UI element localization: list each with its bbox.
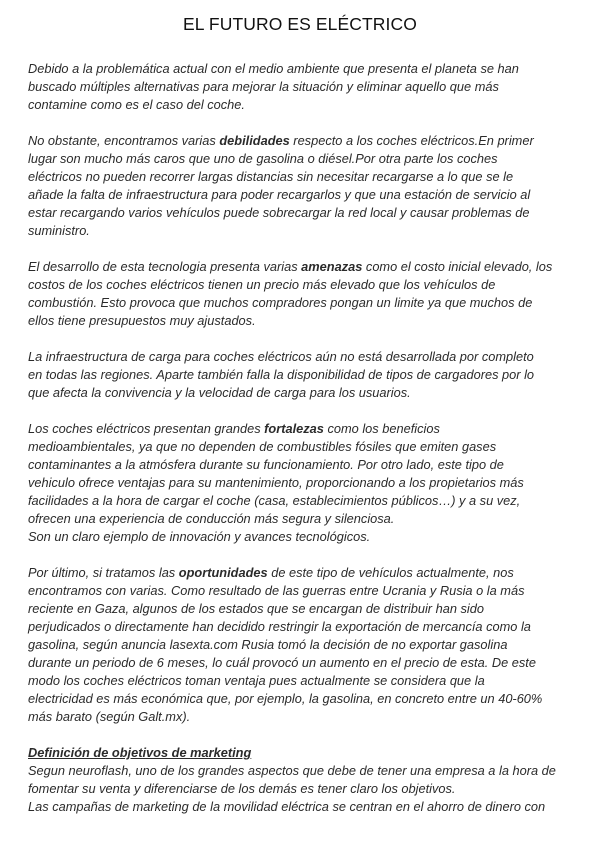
text-line: [28, 132, 575, 150]
text-line: durante un periodo de 6 meses, lo cuál provocó un aumento en el precio de esta. De este: [28, 655, 536, 670]
keyword-debilidades: debilidades: [219, 133, 290, 148]
text-line: [28, 564, 575, 582]
text-segment: de este tipo de vehículos actualmente, nos: [267, 565, 514, 580]
text-line: Debido a la problemática actual con el medio ambiente que presenta el planeta se han: [28, 61, 519, 76]
text-line: perjudicados o directamente han decidido restringir la exportación de mercancía como la: [28, 619, 531, 634]
text-segment: Por último, si tratamos las: [28, 565, 179, 580]
text-line: estar recargando varios vehículos puede sobrecargar la red local y causar problemas de: [28, 205, 530, 220]
text-line: [28, 420, 575, 438]
paragraph-intro: [28, 60, 575, 114]
keyword-oportunidades: oportunidades: [178, 565, 268, 580]
text-line: buscado múltiples alternativas para mejorar la situación y eliminar aquello que más: [28, 79, 499, 94]
text-line: contamine como es el caso del coche.: [28, 97, 245, 112]
paragraph-debilidades: [28, 132, 575, 240]
text-line: que afecta la convivencia y la velocidad de carga para los usuarios.: [28, 385, 411, 400]
paragraph-oportunidades: [28, 564, 575, 726]
text-line: ofrecen una experiencia de conducción más segura y silenciosa.: [28, 511, 395, 526]
text-line: encontramos con varias. Como resultado de las guerras entre Ucrania y Rusia o la más: [28, 583, 525, 598]
keyword-amenazas: amenazas: [301, 259, 363, 274]
text-line: reciente en Gaza, algunos de los estados que se encargan de distribuir han sido: [28, 601, 485, 616]
text-line: gasolina, según anuncia lasexta.com Rusia tomó la decisión de no exportar gasolina: [28, 637, 508, 652]
page-title: EL FUTURO ES ELÉCTRICO: [183, 14, 417, 34]
text-line: combustión. Esto provoca que muchos compradores pongan un limite ya que muchos de: [28, 295, 533, 310]
text-line: fomentar su venta y diferenciarse de los demás es tener claro los objetivos.: [28, 781, 456, 796]
text-segment: El desarrollo de esta tecnologia presenta varias: [28, 259, 302, 274]
paragraph-amenazas: [28, 258, 575, 330]
text-segment: Los coches eléctricos presentan grandes: [28, 421, 265, 436]
text-segment: como los beneficios: [323, 421, 440, 436]
text-line: lugar son mucho más caros que uno de gasolina o diésel.Por otra parte los coches: [28, 151, 498, 166]
text-line: Las campañas de marketing de la movilidad eléctrica se centran en el ahorro de dinero con: [28, 799, 546, 814]
text-segment: No obstante, encontramos varias: [28, 133, 220, 148]
text-line: ellos tiene presupuestos muy ajustados.: [28, 313, 256, 328]
text-segment: como el costo inicial elevado, los: [362, 259, 553, 274]
text-line: Segun neuroflash, uno de los grandes aspectos que debe de tener una empresa a la hora de: [28, 763, 556, 778]
text-line: modo los coches eléctricos toman ventaja pues actualmente se considera que la: [28, 673, 485, 688]
text-line: en todas las regiones. Aparte también falla la disponibilidad de tipos de cargadores por lo: [28, 367, 535, 382]
text-line: facilidades a la hora de cargar el coche (casa, establecimientos públicos…) y a su vez,: [28, 493, 521, 508]
text-line: vehiculo ofrece ventajas para su mantenimiento, proporcionando a los propietarios más: [28, 475, 524, 490]
text-line: suministro.: [28, 223, 90, 238]
section-marketing-objectives: [28, 744, 575, 816]
text-line: costos de los coches eléctricos tienen un precio más elevado que los vehículos de: [28, 277, 496, 292]
paragraph-fortalezas: [28, 420, 575, 546]
text-line: electricidad es más económica que, por ejemplo, la gasolina, en concreto entre un 40-60%: [28, 691, 543, 706]
text-line: [28, 258, 575, 276]
document-body: [28, 60, 575, 816]
section-heading: Definición de objetivos de marketing: [28, 745, 252, 760]
text-line: La infraestructura de carga para coches eléctricos aún no está desarrollada por completo: [28, 349, 534, 364]
text-line: más barato (según Galt.mx).: [28, 709, 191, 724]
paragraph-infraestructura: [28, 348, 575, 402]
text-line: medioambientales, ya que no dependen de combustibles fósiles que emiten gases: [28, 439, 497, 454]
text-line: añade la falta de infraestructura para poder recargarlos y que una estación de servicio al: [28, 187, 531, 202]
text-line: eléctricos no pueden recorrer largas distancias sin necesitar recargarse a lo que se le: [28, 169, 514, 184]
text-line: contaminantes a la atmósfera durante su funcionamiento. Por otro lado, este tipo de: [28, 457, 504, 472]
text-segment: respecto a los coches eléctricos.En primer: [289, 133, 534, 148]
text-line: Son un claro ejemplo de innovación y avances tecnológicos.: [28, 529, 371, 544]
keyword-fortalezas: fortalezas: [264, 421, 324, 436]
